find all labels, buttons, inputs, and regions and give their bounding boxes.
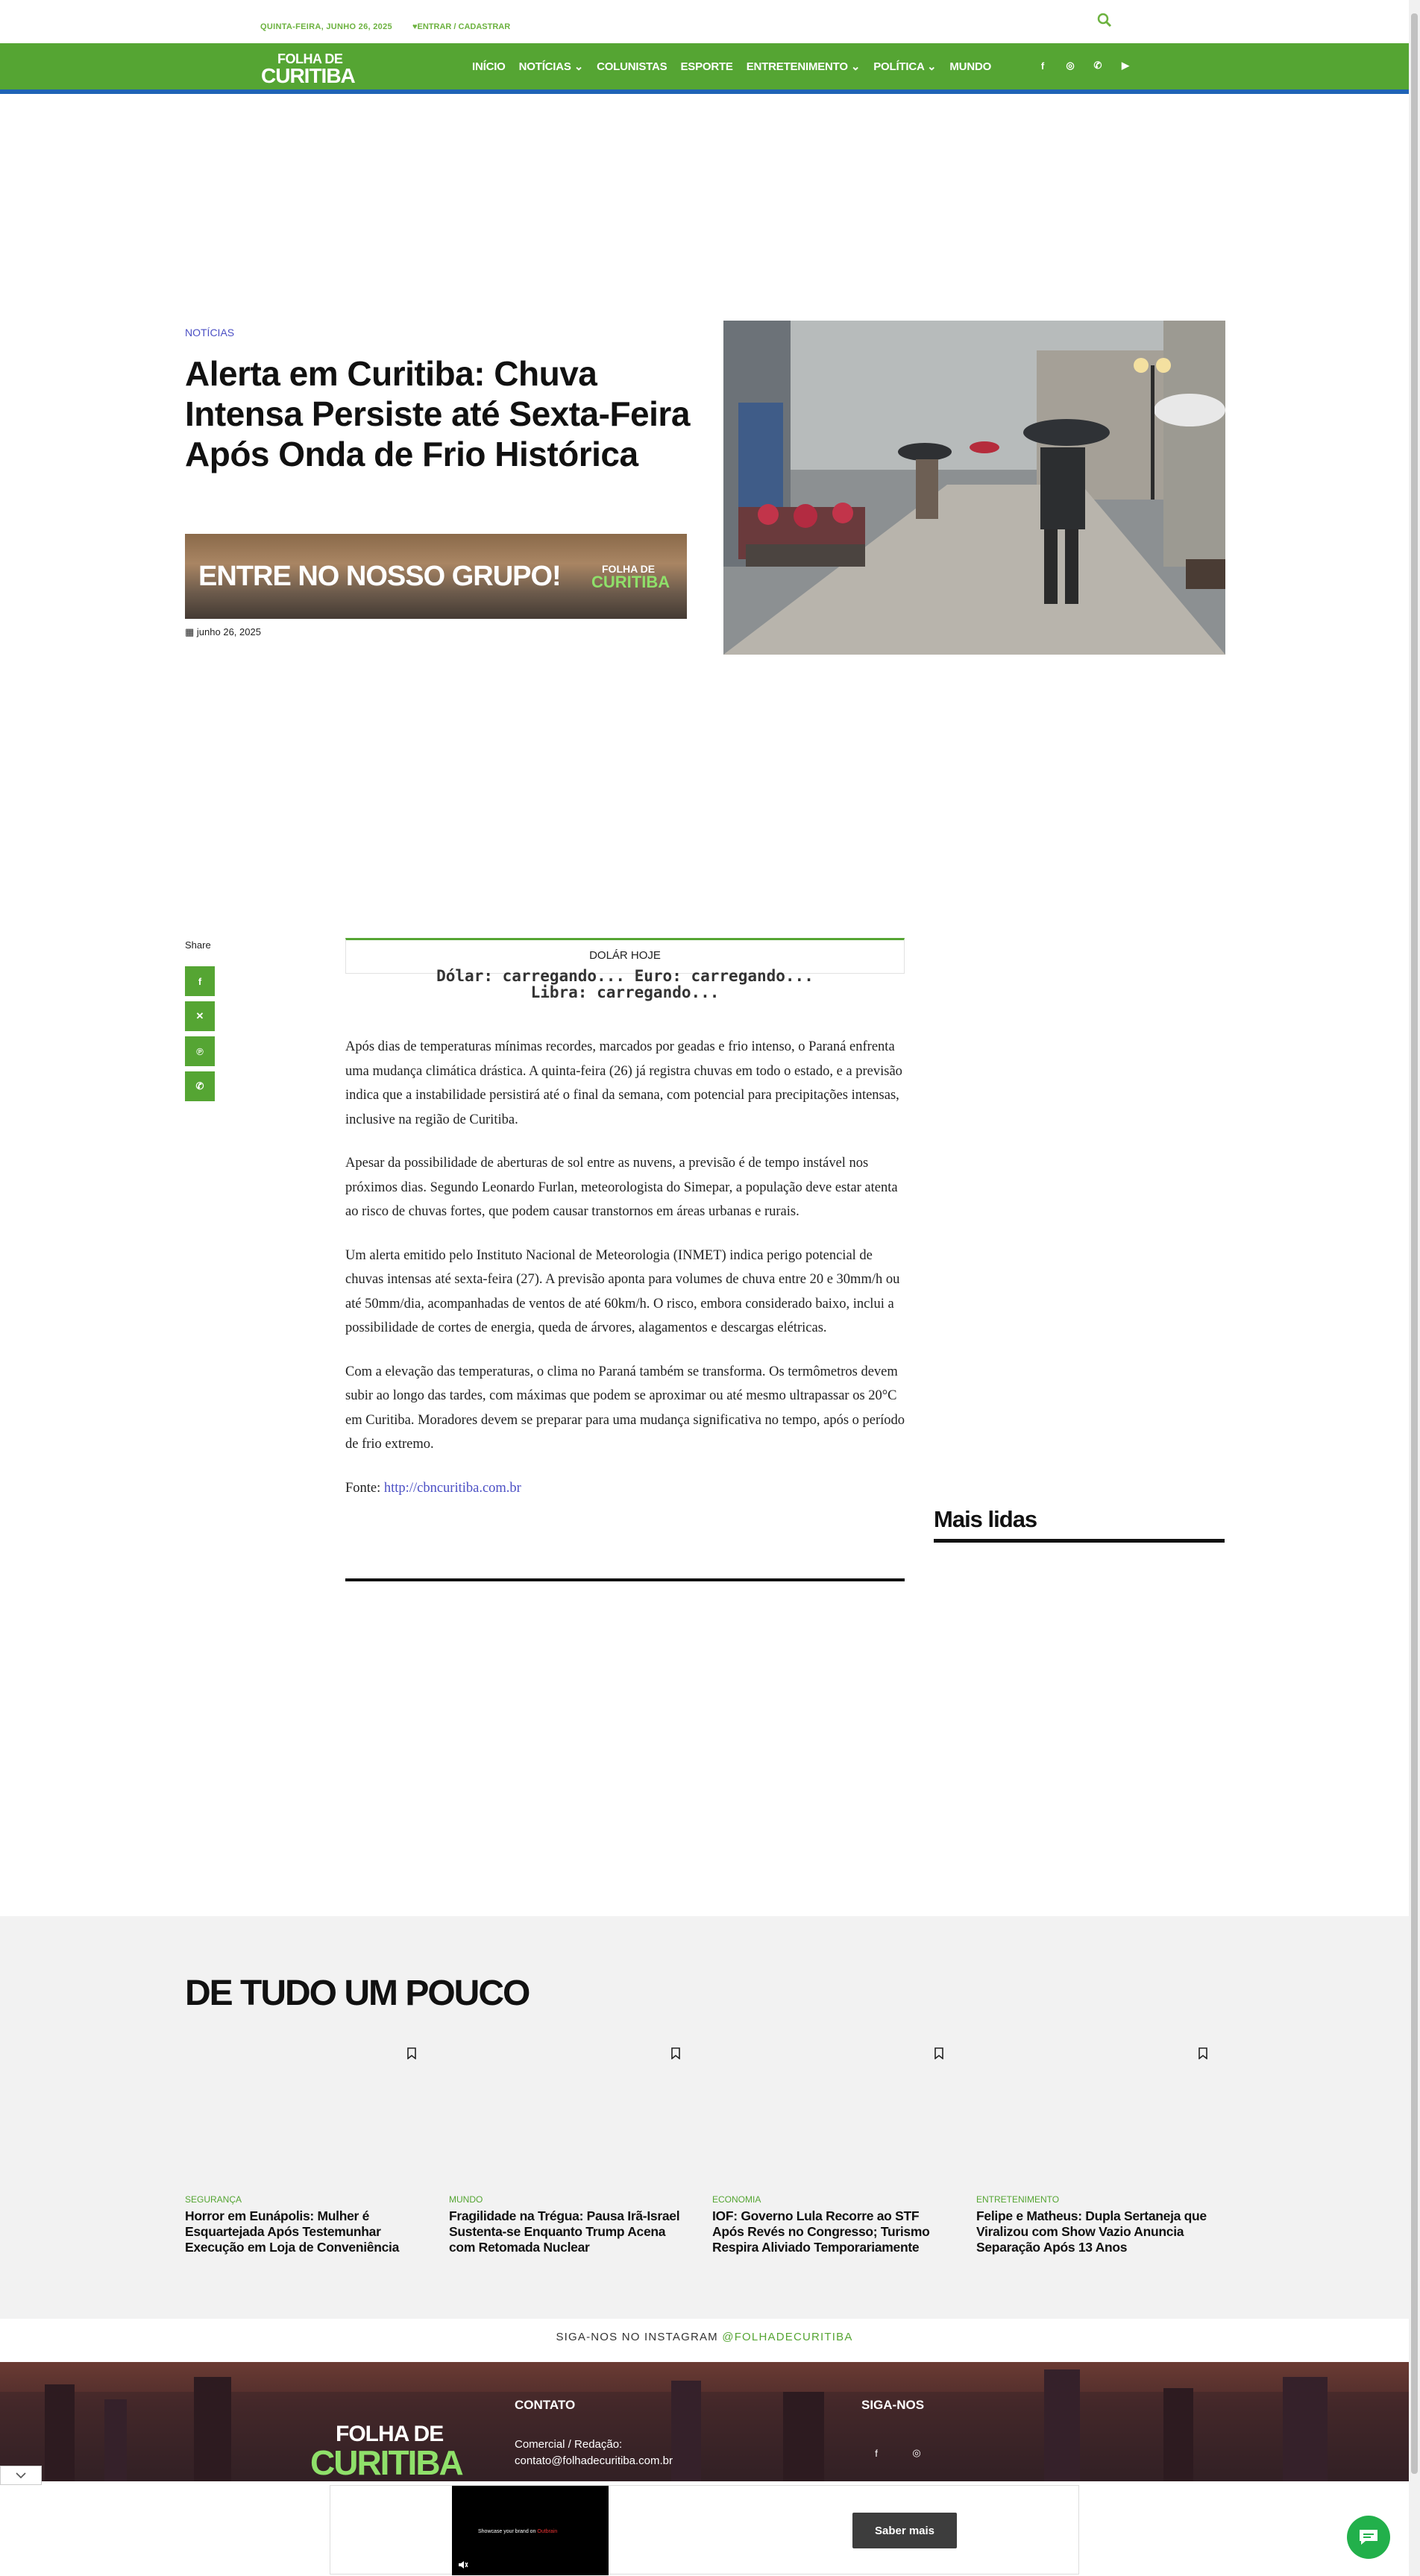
mute-icon[interactable] (458, 2560, 468, 2569)
logo-line2: CURITIBA (261, 64, 355, 87)
footer (0, 2362, 1409, 2481)
instagram-label: SIGA-NOS NO INSTAGRAM (556, 2331, 718, 2343)
logo-line1: FOLHA DE (277, 51, 343, 66)
nav-social-links (1035, 58, 1133, 73)
whatsapp-icon: ✆ (195, 1080, 204, 1092)
article-source (345, 1476, 906, 1501)
card-title[interactable]: IOF: Governo Lula Recorre ao STF Após Revés no Congresso; Turismo Respira Aliviado Temporariamente (712, 2208, 930, 2255)
share-pinterest-button[interactable] (185, 1036, 215, 1066)
bookmark-icon[interactable] (934, 2047, 943, 2059)
nav-item-mundo[interactable]: MUNDO (949, 60, 992, 73)
banner-logo-line2: CURITIBA (591, 573, 670, 591)
main-navigation (0, 43, 1409, 94)
article-hero-image (723, 321, 1225, 655)
nav-item-politica-label: POLÍTICA (873, 60, 925, 73)
nav-item-esporte[interactable]: ESPORTE (680, 60, 733, 73)
bookmark-icon[interactable] (1198, 2047, 1207, 2059)
current-date: QUINTA-FEIRA, JUNHO 26, 2025 (260, 22, 392, 31)
article-body (345, 1035, 906, 1520)
article-title: Alerta em Curitiba: Chuva Intensa Persiste até Sexta-Feira Após Onda de Frio Histórica (185, 354, 690, 473)
ad-cta-button[interactable]: Saber mais (852, 2513, 957, 2548)
share-whatsapp-button[interactable] (185, 1071, 215, 1101)
instagram-cta (0, 2331, 1409, 2343)
news-card[interactable] (185, 2043, 424, 2267)
ad-video[interactable] (452, 2486, 609, 2575)
instagram-icon[interactable]: ◎ (912, 2447, 921, 2458)
chevron-down-icon: ⌄ (574, 60, 584, 73)
chevron-down-icon (16, 2472, 26, 2479)
footer-contact-line1: Comercial / Redação: (515, 2438, 623, 2451)
pinterest-icon: ℗ (196, 1045, 204, 1057)
share-facebook-button[interactable] (185, 966, 215, 996)
share-label: Share (185, 939, 211, 951)
news-card[interactable] (712, 2043, 951, 2267)
exchange-rates-line1: Dólar: carregando... Euro: carregando... (436, 967, 814, 985)
more-news-section (0, 1916, 1409, 2319)
instagram-icon[interactable]: ◎ (1066, 60, 1075, 71)
calendar-icon: ▦ (185, 626, 195, 637)
card-category[interactable]: ECONOMIA (712, 2194, 761, 2205)
chat-button[interactable] (1347, 2516, 1390, 2559)
card-title[interactable]: Felipe e Matheus: Dupla Sertaneja que Viralizou com Show Vazio Anuncia Separação Após 13 Anos (976, 2208, 1207, 2255)
nav-item-entretenimento[interactable] (747, 60, 860, 73)
ad-video-caption: Showcase your brand on (478, 2529, 536, 2534)
chat-icon (1357, 2528, 1380, 2547)
facebook-icon: f (198, 975, 202, 987)
news-card[interactable] (449, 2043, 688, 2267)
group-banner[interactable] (185, 534, 687, 619)
youtube-icon[interactable]: ▶ (1122, 60, 1129, 71)
most-read-divider (934, 1539, 1225, 1543)
source-label: Fonte: (345, 1480, 384, 1496)
search-icon[interactable] (1096, 12, 1113, 28)
banner-logo (591, 564, 670, 591)
x-icon: ✕ (195, 1010, 204, 1021)
exchange-rates-line2: Libra: carregando... (530, 983, 720, 1001)
nav-menu (472, 43, 991, 89)
page-scrollbar[interactable] (1409, 0, 1420, 2576)
nav-item-entretenimento-label: ENTRETENIMENTO (746, 60, 848, 73)
sticky-ad[interactable] (330, 2485, 1079, 2575)
bookmark-icon[interactable] (407, 2047, 416, 2059)
card-title[interactable]: Horror em Eunápolis: Mulher é Esquartejada Após Testemunhar Execução em Loja de Conveniência (185, 2208, 400, 2255)
chevron-down-icon: ⌄ (927, 60, 937, 73)
section-title: DE TUDO UM POUCO (185, 1974, 530, 2013)
footer-logo-line2: CURITIBA (310, 2443, 462, 2481)
nav-item-noticias-label: NOTÍCIAS (518, 60, 571, 73)
rainy-street-photo (723, 321, 1225, 655)
footer-logo-line1: FOLHA DE (336, 2422, 444, 2446)
card-category[interactable]: SEGURANÇA (185, 2194, 242, 2205)
bookmark-icon[interactable] (671, 2047, 680, 2059)
footer-follow-title: SIGA-NOS (861, 2398, 925, 2412)
scrollbar-thumb[interactable] (1411, 13, 1418, 2474)
article-divider (345, 1578, 905, 1581)
banner-text: ENTRE NO NOSSO GRUPO! (198, 561, 561, 592)
card-category[interactable]: MUNDO (449, 2194, 483, 2205)
share-x-button[interactable] (185, 1001, 215, 1031)
nav-item-politica[interactable] (873, 60, 936, 73)
publish-date (185, 626, 261, 638)
article-paragraph: Um alerta emitido pelo Instituto Nacional de Meteorologia (INMET) indica perigo potencial de chuvas intensas até sexta-feira (27). A previsão aponta para volumes de chuva entre 20 e 30mm/h ou até 50mm/dia, acompanhadas de ventos de até 60km/h. O risco, embora considerado baixo, inclui a possibilidade de cortes de energia, queda de árvores, alagamentos e descargas elétricas. (345, 1247, 900, 1335)
source-link[interactable]: http://cbncuritiba.com.br (383, 1480, 521, 1496)
card-category[interactable]: ENTRETENIMENTO (976, 2194, 1060, 2205)
footer-contact-title: CONTATO (515, 2398, 576, 2412)
top-bar (0, 0, 1409, 43)
nav-item-noticias[interactable] (519, 60, 583, 73)
footer-contact-email[interactable]: contato@folhadecuritiba.com.br (515, 2454, 673, 2467)
most-read-title: Mais lidas (934, 1506, 1037, 1532)
news-card[interactable] (976, 2043, 1215, 2267)
ad-video-text (478, 2529, 557, 2534)
city-skyline-bg (0, 2362, 1409, 2481)
user-icon: ♥ (412, 22, 418, 31)
footer-logo[interactable] (310, 2423, 462, 2480)
article-paragraph: Após dias de temperaturas mínimas recordes, marcados por geadas e frio intenso, o Paraná enfrenta uma mudança climática drástica. A quinta-feira (26) já registra chuvas em todo o estado, e a previsão indica que a instabilidade persistirá até o final da semana, com potencial para precipitações intensas, inclusive na região de Curitiba. (345, 1039, 902, 1127)
banner-logo-line1: FOLHA DE (602, 563, 656, 575)
card-title[interactable]: Fragilidade na Trégua: Pausa Irã-Israel Sustenta-se Enquanto Trump Acena com Retomada Nuclear (449, 2208, 680, 2255)
article-paragraph: Com a elevação das temperaturas, o clima no Paraná também se transforma. Os termômetros devem subir ao longo das tardes, com máximas que podem se aproximar ou até mesmo ultrapassar os 20°C em Curitiba. Moradores devem se preparar para uma mudança significativa no tempo, após o período de frio extremo. (345, 1364, 905, 1452)
collapse-ad-button[interactable] (0, 2466, 42, 2485)
nav-item-colunistas[interactable]: COLUNISTAS (597, 60, 667, 73)
facebook-icon[interactable]: f (875, 2447, 878, 2459)
article-paragraph: Apesar da possibilidade de aberturas de sol entre as nuvens, a previsão é de tempo instável nos próximos dias. Segundo Leonardo Furlan, meteorologista do Simepar, a população deve estar atenta ao risco de chuvas fortes, que podem causar transtornos em áreas urbanas e rurais. (345, 1156, 898, 1219)
instagram-handle[interactable]: @FOLHADECURITIBA (722, 2331, 853, 2343)
article-category[interactable]: NOTÍCIAS (185, 327, 235, 338)
chevron-down-icon: ⌄ (850, 60, 861, 73)
site-logo[interactable] (261, 52, 365, 85)
nav-item-inicio[interactable]: INÍCIO (472, 60, 506, 73)
ad-video-brand: Outbrain (537, 2529, 558, 2534)
publish-date-text: junho 26, 2025 (196, 626, 261, 637)
facebook-icon[interactable]: f (1040, 60, 1045, 72)
login-link[interactable] (412, 22, 510, 31)
exchange-rates (345, 968, 905, 1001)
footer-contact-info (515, 2437, 673, 2469)
exchange-title: DOLÁR HOJE (589, 949, 661, 962)
login-label: ENTRAR / CADASTRAR (417, 22, 511, 31)
whatsapp-icon[interactable]: ✆ (1093, 60, 1102, 71)
